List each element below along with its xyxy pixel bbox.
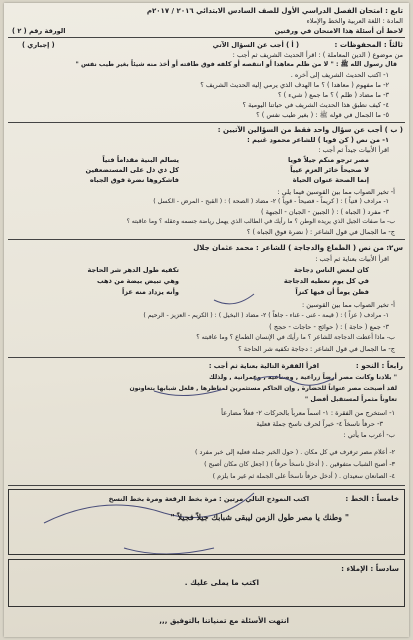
q3-b2-item-a: أ- تخير الصواب مما بين القوسين : (301, 301, 395, 309)
q6-instruction: اكتب ما يملى عليك . (184, 578, 259, 587)
verse-1-left: يسالم البنية مقداماً فتياً (102, 156, 179, 164)
q3-b2-item-c: ج- ما الجمال في قول الشاعر : دجاجة تكفيه شر الحاجة ؟ (238, 345, 395, 353)
q3-b2-item-b: ب- ماذا أعطت الدجاجة للشاعر ؟ ما رأيك في الإنسان الطماع ؟ وما عاقبته ؟ (196, 334, 395, 341)
q3-b1-item-3: ٣- مفرد ( الجباه ) : ( الجبين - الجبان - الجبهة ) (260, 208, 389, 216)
q3-b2-item-3: ٣- جمع ( حاجة ) : ( حوائج - حاجات - حجج ) (269, 323, 389, 331)
verse-2-left: كل ذي ذل على المستضعفين (85, 166, 179, 174)
header-line-2: المادة : اللغة العربية والخط والإملاء (306, 17, 403, 25)
q3-item-5: ٥- ما الجمال في قوله ﷺ : ( بغير طيب نفس ) ؟ (256, 111, 389, 119)
q5-instruction: اكتب النموذج التالي مرتين : مرة بخط الرقعة ومرة بخط النسخ (108, 495, 309, 503)
q3-b1-item-1: ١- مرادف ( فتياً ) : ( كريماً - فصيحاً - قوياً ) ٢- مضاد ( الصحة ) : ( القبح - المرض - الكسل ) (153, 198, 389, 205)
q6-title: سادساً : الإملاء : (341, 564, 399, 573)
verse-1-right: مصر ترجو منكم جيلاً قويا (288, 156, 369, 164)
exam-paper (4, 3, 409, 637)
q3-b1-item-b: ب- ما صفات الجيل الذي يريده الوطن ؟ ما رأيك في الطالب الذي يهمل رياضة جسمه وعقله ؟ وما عاقبته ؟ (126, 218, 395, 225)
q4-item-2: ٣- حرفاً ناسخاً ٤- خبراً لحرف ناسخ جملة فعلية (256, 420, 383, 428)
verse2-3-left: وأنه يزداد منه عزاً (122, 288, 179, 296)
q3-hadith: قال رسول الله ﷺ : " لا من ظلم معاهدا أو انتقصه أو كلفه فوق طاقته أو أخذ منه شيئاً بغير طيب نفس " (75, 61, 397, 68)
q4-item-5: ٣- أصبح الشباب متفوقين . ( أدخل ناسخاً حرفاً ) ( اجعل كان مكان أصبح ) (204, 461, 395, 468)
q3-b-instruction: ( ب ) أجب عن سؤال واحد فقط من السؤالين الآتيين : (217, 126, 403, 134)
footer-text: انتهت الأسئلة مع تمنياتنا بالتوفيق ,,, (159, 616, 289, 625)
verse-2-right: لا صحيحاً خائر العزم عيياً (290, 166, 369, 174)
q4-title: رابعاً : النحو : (355, 361, 403, 370)
q3-item-3: ٣- ما مضاد ( ظلم ) ؟ ما جمع ( شيء ) ؟ (278, 91, 389, 99)
header-note: لاحظ أن أسئلة هذا الامتحان في ورقتين (274, 27, 403, 35)
q3-b2-item-1: ١- مرادف ( عزاً ) : ( قيمة - غنى - غناء - جاهاً ) ٢- مضاد ( البخيل ) : ( الكريم - العزيز - الرحيم ) (143, 312, 389, 319)
header-line-1: تابع : امتحان الفصل الدراسي الأول للصف السادس الابتدائي ٢٠١٦ / ٢٠١٧م (146, 7, 403, 15)
q4-paragraph-3: تعاوناً مثمراً لمستقبل أفضل " (304, 396, 397, 403)
q3-item-1: ١- اكتب الحديث الشريف إلى آخره . (290, 71, 389, 79)
q4-paragraph-1: " بلادنا وكانت مصر أرضاً زراعية , وصناعية , وعمرانية , ولذلك (208, 374, 397, 381)
verse2-1-right: كان لبعض الناس دجاجة (293, 266, 369, 274)
q5-title: خامساً : الخط : (345, 494, 399, 503)
q5-model: " وطنك يا مصر طول الزمن ليبقى شبابك جيلاً فجيلاً " (170, 512, 349, 522)
q3-b2-title: س٢: من نص ( الطماع والدجاجة ) للشاعر : محمد عثمان جلال (193, 244, 403, 252)
q3-title: ثالثاً : المحفوظات : (334, 40, 403, 49)
q3-b1-item-a: أ- تخير الصواب مما بين القوسين فيما يلي : (277, 188, 395, 196)
q3-a-mandatory: ( إجباري ) (22, 41, 55, 49)
q3-b1-title: ١- من نص ( كن قويا ) للشاعر محمود غنيم : (247, 136, 389, 144)
q3-item-4: ٤- كيف نطبق هذا الحديث الشريف في حياتنا اليومية ؟ (242, 101, 389, 109)
verse-3-right: إنما الصحة عنوان الحياة (292, 176, 369, 184)
q4-item-1: ١- استخرج من الفقرة : ١- اسماً معرباً بالحركات ٢- فعلاً مضارعاً (221, 409, 395, 417)
verse2-2-left: وهي تبيض بيضة من ذهب (97, 277, 179, 285)
q3-b1-read: اقرأ الأبيات جيداً ثم أجب : (318, 146, 389, 154)
divider-q4 (8, 485, 405, 486)
q3-a-instruction: ( أ ) أجب عن السؤال الآتي (212, 41, 299, 49)
q4-paragraph-2: لقد أصبحت مصر عنواناً للحضارة , وإن الحاكم مستثمرين لمناظرها , فلعل شبابها يتعاونون (129, 385, 397, 392)
page-label: الورقة رقم ( ٢ ) (12, 27, 66, 35)
verse2-3-right: فظن يوماً أن فيها كنزاً (295, 288, 369, 296)
q4-item-6: ٤- الصانعان سعيدان . ( أدخل حرفاً ناسخاً على الجملة ثم غير ما يلزم ) (212, 473, 395, 480)
q3-item-2: ٢- ما مفهوم ( معاهدا ) ؟ ما الهدف الذي يرمي إليه الحديث الشريف ؟ (200, 81, 389, 89)
q3-b2-read: اقرأ الأبيات بعناية ثم أجب : (315, 255, 389, 263)
q4-instruction: اقرأ الفقرة التالية بعناية ثم أجب : (208, 362, 319, 370)
q3-intro: من موضوع ( الدين المعاملة ) : اقرأ الحديث الشريف ثم أجب : (232, 51, 403, 59)
q4-item-4: ٢- أعلام مصر ترفرف في كل مكان . ( حول الخبر جملة فعلية إلى خبر مفرد ) (195, 449, 395, 456)
verse2-2-right: في كل يوم تعطيه الدجاجة (283, 277, 369, 285)
q4-item-3: ب- أعرب ما يأتي : (343, 431, 395, 439)
verse2-1-left: تكفيه طول الدهر شر الحاجة (87, 266, 179, 274)
q3-b1-item-c: ج- ما الجمال في قول الشاعر : ( نضرة فوق الجباه ) ؟ (246, 228, 395, 236)
verse-3-left: فاشكروها نضرة فوق الجباه (89, 176, 179, 184)
